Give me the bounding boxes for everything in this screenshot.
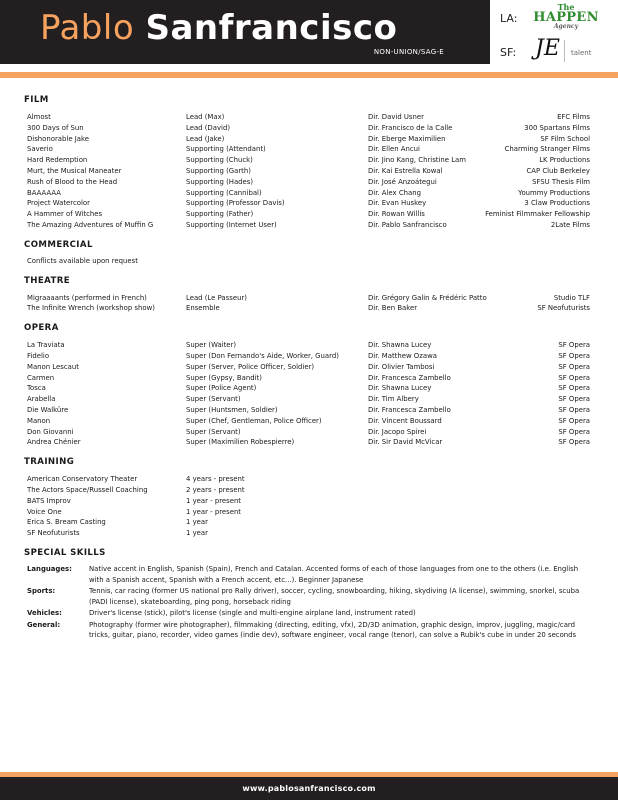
credit-row	[24, 144, 594, 155]
credit-title: SF Neofuturists	[27, 529, 80, 538]
credit-title: BAAAAAA	[27, 188, 61, 197]
credit-company: SFSU Thesis Film	[532, 177, 590, 186]
credit-company: SF Opera	[558, 351, 590, 360]
credit-role: 4 years - present	[186, 475, 245, 484]
credit-title: Manon Lescaut	[27, 362, 79, 371]
credit-role: 1 year - present	[186, 496, 242, 505]
je-talent-logo: JE	[535, 36, 560, 61]
credit-title: La Traviata	[27, 341, 65, 350]
credit-role: Super (Police Agent)	[186, 384, 257, 393]
credit-title: Die Walküre	[27, 405, 69, 414]
credit-role: Supporting (Hades)	[186, 177, 254, 186]
credit-row	[24, 507, 594, 518]
commercial-note: Conflicts available upon request	[27, 256, 138, 265]
credit-title: BATS Improv	[27, 496, 71, 505]
skill-label: Vehicles:	[27, 609, 62, 618]
section-title: TRAINING	[24, 457, 75, 468]
credit-director: Dir. Grégory Galin & Frédéric Patto	[368, 293, 487, 302]
credit-role: Lead (Max)	[186, 113, 225, 121]
skill-text: Driver's license (stick), pilot's license (single and multi-engine airplane land, instrument rated)	[89, 609, 416, 618]
union-status: NON-UNION/SAG-E	[373, 48, 444, 56]
section-title: FILM	[24, 95, 49, 105]
credit-row	[24, 394, 594, 405]
credit-title: Carmen	[27, 373, 55, 382]
credit-role: Super (Maximilien Robespierre)	[186, 438, 295, 447]
credit-title: The Infinite Wrench (workshop show)	[27, 304, 155, 313]
credit-role: Supporting (Internet User)	[186, 220, 277, 229]
happen-agency-logo: The HAPPEN Agency	[533, 2, 599, 30]
credit-director: Dir. Evan Huskey	[368, 199, 427, 208]
sf-label: SF:	[500, 46, 517, 59]
credit-title: Arabella	[27, 395, 56, 404]
credit-row	[24, 112, 594, 123]
credit-row	[24, 123, 594, 134]
credit-director: Dir. Olivier Tambosi	[368, 362, 435, 371]
opera-credits	[24, 340, 594, 448]
credit-director: Dir. José Anzoátegui	[368, 177, 437, 186]
header-accent-bar	[0, 72, 618, 78]
credit-title: Dishonorable Jake	[27, 134, 89, 143]
credit-row	[24, 517, 594, 528]
credit-role: Supporting (Professor Davis)	[186, 199, 285, 208]
credit-title: Tosca	[27, 384, 46, 393]
credit-row	[24, 528, 594, 539]
credit-role: Lead (Le Passeur)	[186, 293, 247, 302]
credit-role: Super (Waiter)	[186, 341, 237, 350]
credit-company: SF Opera	[558, 341, 590, 350]
credit-director: Dir. Ellen Ancui	[368, 145, 420, 154]
credit-director: Dir. Pablo Sanfrancisco	[368, 220, 447, 229]
credit-role: Super (Gypsy, Bandit)	[186, 373, 262, 382]
credit-title: Saverio	[27, 145, 53, 154]
credit-director: Dir. Ben Baker	[368, 304, 418, 313]
credit-row	[24, 293, 594, 304]
credit-row	[24, 496, 594, 507]
credit-role: Super (Servant)	[186, 395, 241, 404]
credit-title: American Conservatory Theater	[27, 475, 138, 484]
credit-director: Dir. Shawna Lucey	[368, 384, 432, 393]
credit-row	[24, 427, 594, 438]
credit-role: Super (Huntsmen, Soldier)	[186, 405, 278, 414]
credit-role: Lead (David)	[186, 123, 231, 132]
credit-company: LK Productions	[539, 156, 590, 165]
credit-row	[24, 198, 594, 209]
credit-row	[24, 155, 594, 166]
credit-title: Andrea Chénier	[27, 438, 81, 447]
credit-role: Super (Chef, Gentleman, Police Officer)	[186, 416, 322, 425]
credit-company: SF Opera	[558, 395, 590, 404]
credit-title: Manon	[27, 416, 51, 425]
credit-title: Murt, the Musical Maneater	[27, 166, 122, 175]
credit-director: Dir. Jino Kang, Christine Lam	[368, 156, 466, 165]
credit-company: SF Opera	[558, 416, 590, 425]
credit-director: Dir. Rowan Willis	[368, 210, 425, 219]
credit-role: Ensemble	[186, 304, 220, 313]
credit-company: SF Opera	[558, 405, 590, 414]
credit-director: Dir. Jacopo Spirei	[368, 427, 427, 436]
credit-row	[24, 351, 594, 362]
credit-role: Lead (Jake)	[186, 134, 225, 143]
credit-row	[24, 416, 594, 427]
skill-item	[24, 564, 594, 585]
skill-item	[24, 620, 594, 641]
skills-list	[24, 564, 594, 641]
credit-director: Dir. Eberge Maximilien	[368, 134, 446, 143]
credit-row	[24, 373, 594, 384]
credit-company: 3 Claw Productions	[524, 199, 590, 208]
credit-role: 1 year - present	[186, 507, 242, 516]
resume-body	[24, 95, 594, 650]
skill-text: Photography (former wire photographer), filmmaking (directing, editing, vfx), 2D/3D animation, graphic design, improv, juggling, magic/card tricks, guitar, piano, recorder, video games (indie dev), software engineer, vocal range (tenor), can solve a Rubik's cube in under 20 seconds	[89, 620, 577, 640]
last-name: Sanfrancisco	[145, 8, 398, 48]
first-name: Pablo	[40, 8, 135, 48]
credit-role: Supporting (Attendant)	[186, 145, 266, 154]
credit-row	[24, 177, 594, 188]
credit-row	[24, 303, 594, 314]
credit-role: Super (Servant)	[186, 427, 241, 436]
credit-role: 2 years - present	[186, 485, 245, 494]
credit-row	[24, 340, 594, 351]
credit-company: SF Film School	[540, 134, 590, 143]
skill-label: General:	[27, 620, 61, 629]
credit-row	[24, 437, 594, 448]
credit-company: Yoummy Productions	[518, 188, 590, 197]
credit-row	[24, 405, 594, 416]
section-title: COMMERCIAL	[24, 239, 93, 250]
credit-title: Rush of Blood to the Head	[27, 177, 118, 186]
credit-title: Migraaaants (performed in French)	[27, 293, 147, 302]
credit-company: SF Opera	[558, 373, 590, 382]
credit-row	[24, 474, 594, 485]
credit-title: Voice One	[27, 507, 62, 516]
credit-title: 300 Days of Sun	[27, 123, 84, 132]
commercial-section	[24, 240, 594, 267]
credit-title: Don Giovanni	[27, 427, 74, 436]
credit-director: Dir. Shawna Lucey	[368, 341, 432, 350]
footer-website[interactable]: www.pablosanfrancisco.com	[0, 777, 618, 800]
credit-director: Dir. Francesca Zambello	[368, 405, 451, 414]
credit-title: The Amazing Adventures of Muffin G	[27, 220, 154, 229]
credit-company: EFC Films	[557, 113, 590, 121]
credit-company: SF Opera	[558, 362, 590, 371]
credit-director: Dir. Vincent Boussard	[368, 416, 442, 425]
credit-title: The Actors Space/Russell Coaching	[27, 485, 148, 494]
credit-role: 1 year	[186, 529, 208, 538]
credit-director: Dir. Sir David McVicar	[368, 438, 443, 447]
credit-role: 1 year	[186, 518, 208, 527]
skill-item	[24, 608, 594, 619]
credit-director: Dir. David Usner	[368, 113, 424, 121]
credit-company: SF Opera	[558, 438, 590, 447]
credit-company: CAP Club Berkeley	[526, 166, 590, 175]
credit-row	[24, 485, 594, 496]
credit-title: Project Watercolor	[27, 199, 90, 208]
credit-row	[24, 188, 594, 199]
credit-director: Dir. Alex Chang	[368, 188, 421, 197]
credit-row	[24, 383, 594, 394]
talent-label: talent	[571, 49, 592, 57]
credit-director: Dir. Matthew Ozawa	[368, 351, 437, 360]
credit-company: 2Late Films	[550, 220, 590, 229]
section-title: THEATRE	[24, 275, 71, 286]
credit-row	[24, 209, 594, 220]
section-title: OPERA	[24, 323, 59, 334]
credit-director: Dir. Francesca Zambello	[368, 373, 451, 382]
credit-role: Supporting (Father)	[186, 210, 254, 219]
la-label: LA:	[500, 12, 518, 25]
logo-divider	[564, 40, 565, 62]
credit-row	[24, 134, 594, 145]
credit-role: Supporting (Chuck)	[186, 156, 253, 165]
credit-title: Almost	[27, 113, 51, 121]
film-section	[24, 95, 594, 231]
actor-name	[40, 6, 397, 50]
section-title: SPECIAL SKILLS	[24, 547, 106, 558]
training-section	[24, 457, 594, 539]
credit-row	[24, 362, 594, 373]
credit-row	[24, 166, 594, 177]
credit-company: SF Neofuturists	[537, 304, 590, 313]
credit-row	[24, 220, 594, 231]
credit-company: SF Opera	[558, 384, 590, 393]
credit-company: Feminist Filmmaker Fellowship	[485, 210, 590, 219]
skills-section	[24, 548, 594, 641]
agency-representation	[490, 0, 618, 64]
opera-section	[24, 323, 594, 448]
header-name-banner	[0, 0, 490, 64]
credit-company: Studio TLF	[553, 293, 590, 302]
credit-director: Dir. Tim Albery	[368, 395, 419, 404]
credit-title: Fidelio	[27, 351, 50, 360]
skill-text: Native accent in English, Spanish (Spain), French and Catalan. Accented forms of each of those languages from one to the others (i.e. English with a Spanish accent, Spanish with a French accent, etc...). Beginner Japanese	[89, 564, 579, 584]
training-list	[24, 474, 594, 539]
credit-role: Super (Server, Police Officer, Soldier)	[186, 362, 315, 371]
credit-role: Super (Don Fernando's Aide, Worker, Guard)	[186, 351, 339, 360]
credit-title: Erica S. Bream Casting	[27, 518, 106, 527]
theatre-section	[24, 276, 594, 315]
credit-role: Supporting (Cannibal)	[186, 188, 262, 197]
credit-company: 300 Spartans Films	[524, 123, 590, 132]
skill-text: Tennis, car racing (former US national pro Rally driver), soccer, cycling, snowboarding, hiking, skydiving (A license), swimming, snorkel, scuba (PADI license), skateboarding, ping pong, horseback riding	[89, 587, 580, 606]
credit-role: Supporting (Garth)	[186, 166, 251, 175]
skill-label: Sports:	[27, 587, 56, 596]
film-credits	[24, 112, 594, 231]
credit-company: SF Opera	[558, 427, 590, 436]
resume-header	[0, 0, 618, 72]
theatre-credits	[24, 293, 594, 315]
skill-label: Languages:	[27, 564, 72, 573]
credit-director: Dir. Francisco de la Calle	[368, 123, 453, 132]
credit-title: Hard Redemption	[27, 156, 88, 165]
credit-title: A Hammer of Witches	[27, 210, 103, 219]
credit-company: Charming Stranger Films	[504, 145, 590, 154]
credit-director: Dir. Kai Estrella Kowal	[368, 166, 443, 175]
skill-item	[24, 586, 594, 607]
